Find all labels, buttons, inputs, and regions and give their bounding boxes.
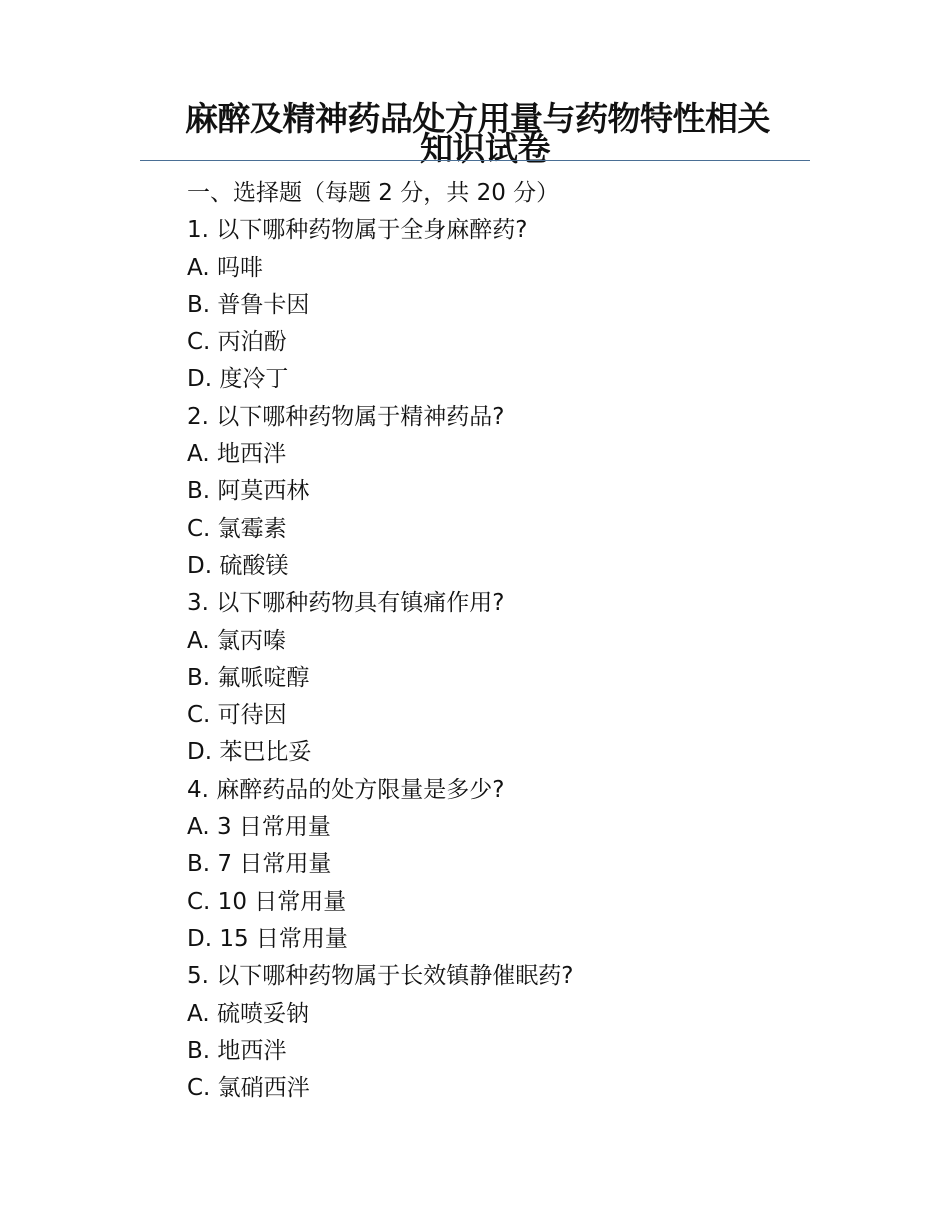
question-block-1 xyxy=(187,212,807,398)
option-b: B. 7 日常用量 xyxy=(187,851,332,878)
option-a: A. 硫喷妥钠 xyxy=(187,1000,309,1027)
option-c: C. 可待因 xyxy=(187,702,287,729)
option-d: D. 15 日常用量 xyxy=(187,925,348,952)
option-c: C. 丙泊酚 xyxy=(187,329,287,356)
option-c: C. 氯霉素 xyxy=(187,515,287,542)
title-underline xyxy=(140,160,810,161)
section-heading: 一、选择题（每题 2 分，共 20 分） xyxy=(187,180,560,206)
option-a: A. 地西泮 xyxy=(187,441,286,468)
option-b: B. 阿莫西林 xyxy=(187,478,310,505)
title-line-2: 知识试卷 xyxy=(420,129,550,168)
option-b: B. 氟哌啶醇 xyxy=(187,664,310,691)
option-a: A. 氯丙嗪 xyxy=(187,627,286,654)
question-block-2 xyxy=(187,399,807,585)
option-a: A. 吗啡 xyxy=(187,254,263,281)
question-block-4 xyxy=(187,772,807,958)
question-stem: 4. 麻醉药品的处方限量是多少? xyxy=(187,776,505,803)
option-c: C. 氯硝西泮 xyxy=(187,1075,310,1102)
question-block-5 xyxy=(187,958,807,1107)
question-stem: 1. 以下哪种药物属于全身麻醉药? xyxy=(187,217,528,244)
question-stem: 2. 以下哪种药物属于精神药品? xyxy=(187,403,505,430)
question-stem: 5. 以下哪种药物属于长效镇静催眠药? xyxy=(187,963,574,990)
document-title xyxy=(185,99,815,168)
option-d: D. 硫酸镁 xyxy=(187,552,289,579)
exam-content xyxy=(187,175,807,1107)
title-line-1: 麻醉及精神药品处方用量与药物特性相关 xyxy=(185,99,770,138)
option-b: B. 地西泮 xyxy=(187,1037,287,1064)
question-stem: 3. 以下哪种药物具有镇痛作用? xyxy=(187,590,505,617)
question-block-3 xyxy=(187,585,807,771)
option-b: B. 普鲁卡因 xyxy=(187,291,310,318)
option-a: A. 3 日常用量 xyxy=(187,814,331,841)
option-d: D. 度冷丁 xyxy=(187,366,289,393)
option-d: D. 苯巴比妥 xyxy=(187,739,312,766)
option-c: C. 10 日常用量 xyxy=(187,888,347,915)
